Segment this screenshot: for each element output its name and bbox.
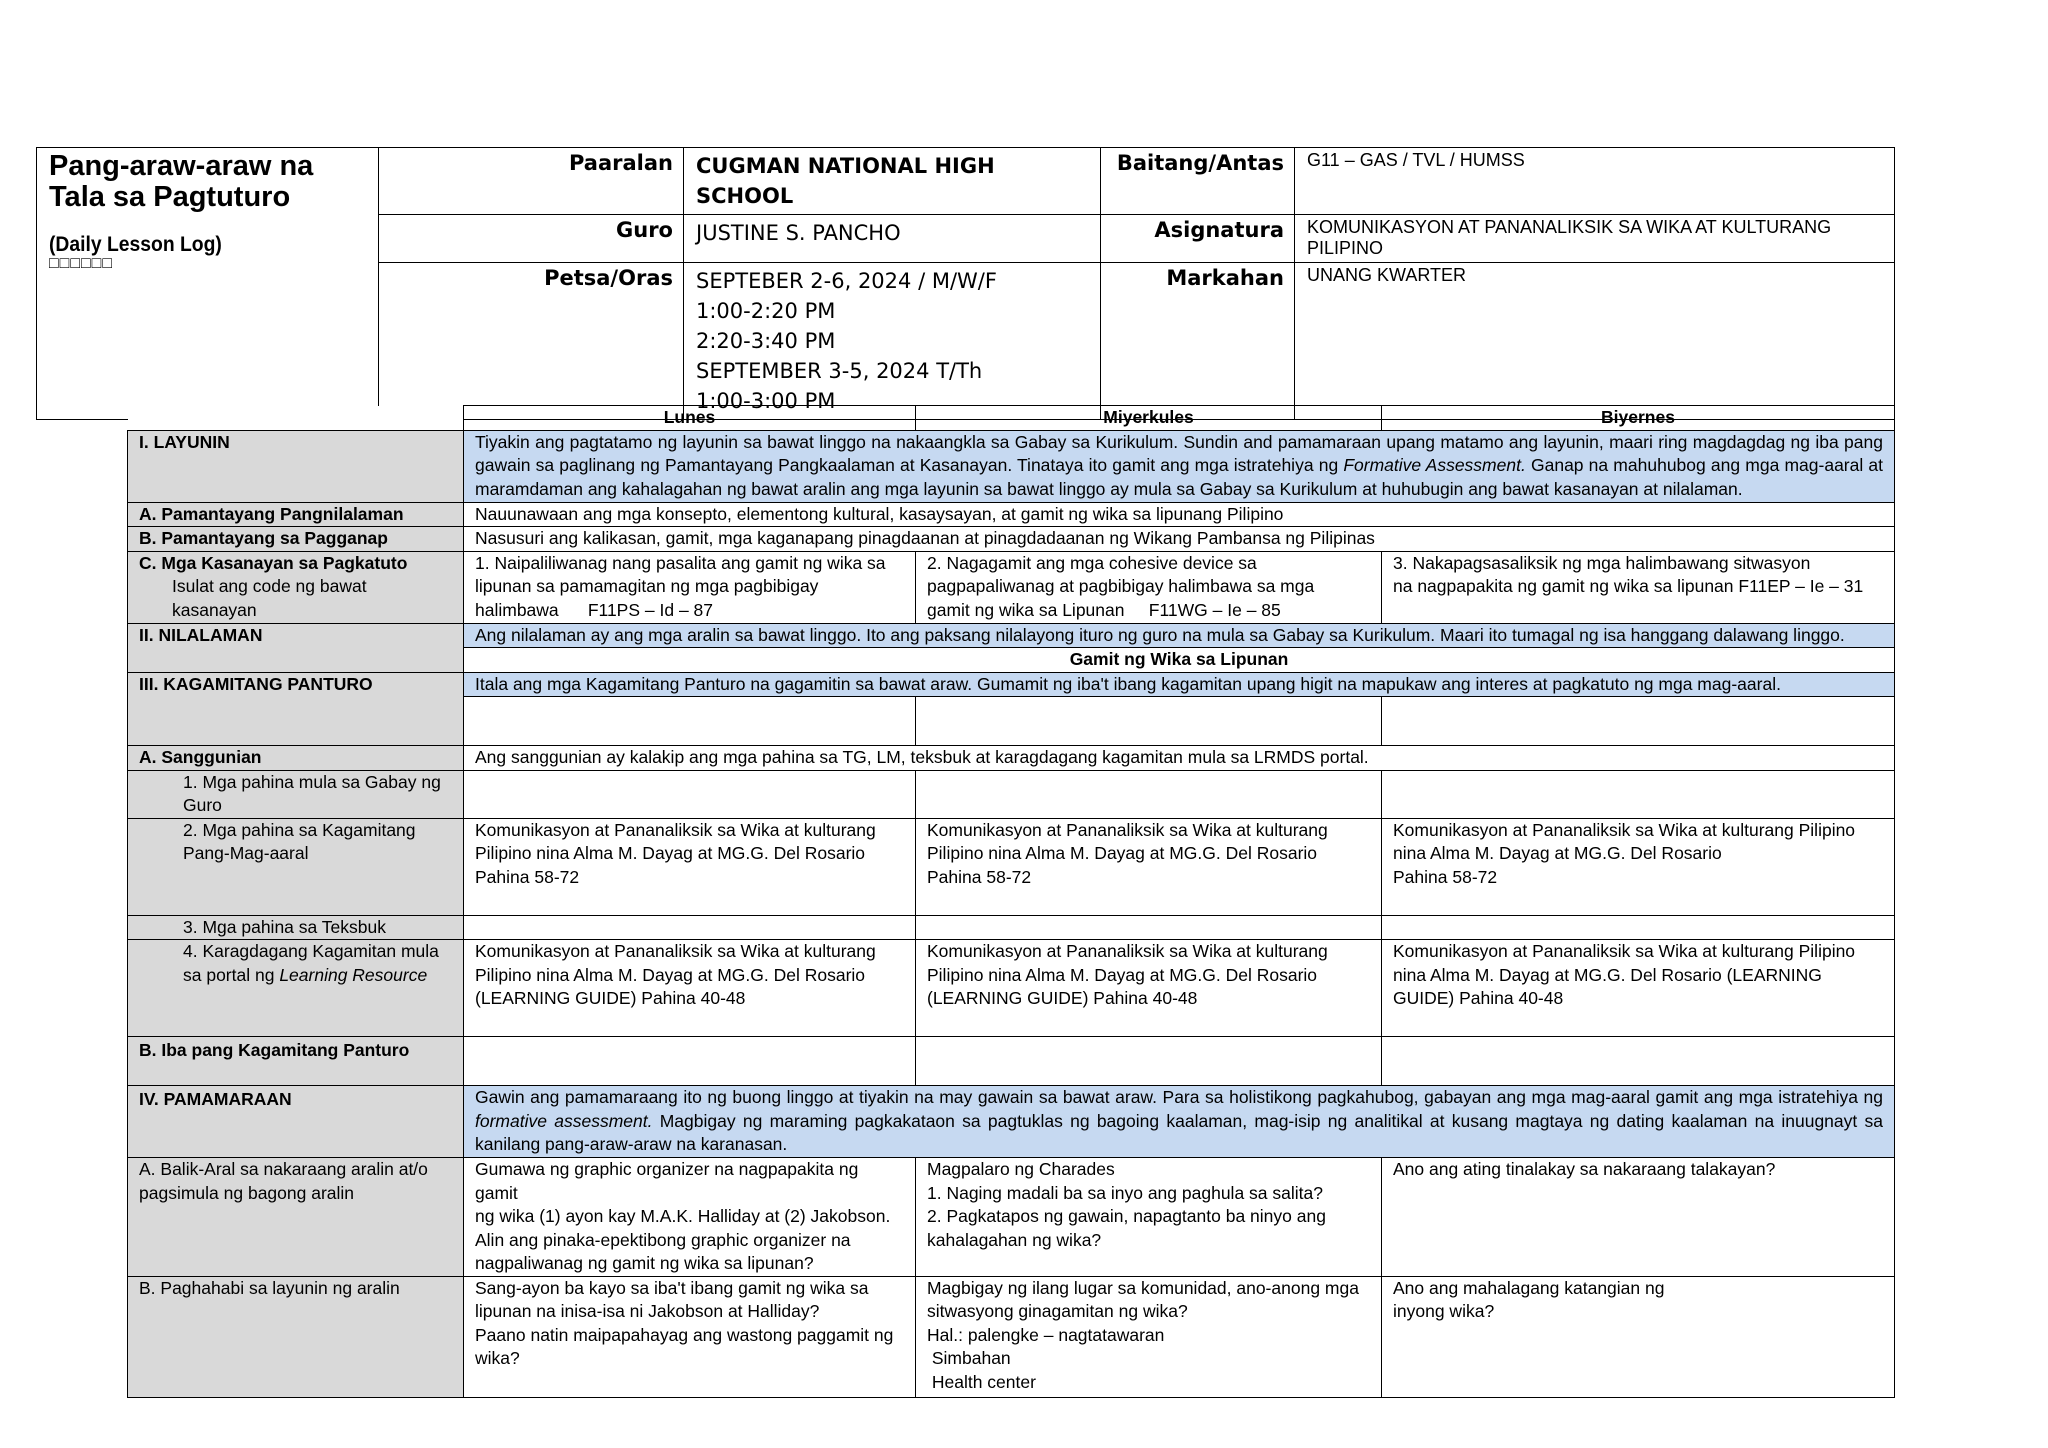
petsa-line-1: SEPTEBER 2-6, 2024 / M/W/F: [696, 269, 997, 293]
kagamitang-biyernes-line: Pahina 58-72: [1393, 866, 1498, 887]
guro-value: JUSTINE S. PANCHO: [684, 215, 1101, 263]
asignatura-line-2: PILIPINO: [1307, 238, 1384, 258]
karagdagan-biyernes-line: GUIDE) Pahina 40-48: [1393, 988, 1564, 1008]
layunin-label: I. LAYUNIN: [128, 430, 464, 502]
paghahabi-label: B. Paghahabi sa layunin ng aralin: [128, 1276, 464, 1397]
petsa-value: [684, 263, 1101, 420]
kagamitang-lunes: [464, 818, 916, 915]
paaralan-label: Paaralan: [379, 148, 684, 215]
karagdagan-lunes: [464, 940, 916, 1037]
paghahabi-lunes-line: wika?: [475, 1348, 520, 1368]
kasanayan-lunes-line: lipunan sa pamamagitan ng mga pagbibigay: [475, 576, 819, 596]
kagamitan-miyerkules: [916, 697, 1382, 746]
kagamitang-pang-mag-aaral-label: [128, 818, 464, 915]
kagamitang-biyernes-line: nina Alma M. Dayag at MG.G. Del Rosario: [1393, 843, 1722, 863]
pamantayang-pagganap-label: B. Pamantayang sa Pagganap: [128, 527, 464, 552]
pamantayang-pangnilalaman-text: Nauunawaan ang mga konsepto, elementong kultural, kasaysayan, at gamit ng wika sa lipunang Pilipino: [464, 502, 1895, 527]
kagamitang-lunes-line: Pahina 58-72: [475, 866, 580, 887]
kasanayan-biyernes: [1382, 551, 1895, 623]
paaralan-value: CUGMAN NATIONAL HIGH SCHOOL: [684, 148, 1101, 215]
nilalaman-topic: Gamit ng Wika sa Lipunan: [464, 648, 1895, 673]
gabay-guro-label-line: 1. Mga pahina mula sa Gabay ng: [183, 771, 441, 792]
pamamaraan-label: IV. PAMAMARAAN: [128, 1086, 464, 1158]
title-line-1: Pang-araw-araw na: [49, 150, 314, 182]
pamantayang-pagganap-text: Nasusuri ang kalikasan, gamit, mga kaganapang pinagdaanan at pinagdadaanan ng Wikang Pambansa ng Pilipinas: [464, 527, 1895, 552]
balik-aral-lunes: [464, 1158, 916, 1277]
title-line-2: Tala sa Pagtuturo: [49, 181, 291, 213]
petsa-line-5: 1:00-3:00 PM: [696, 389, 836, 413]
kasanayan-lunes-line: 1. Naipaliliwanag nang pasalita ang gamit ng wika sa: [475, 552, 886, 573]
balik-aral-miyerkules-line: kahalagahan ng wika?: [927, 1229, 1102, 1250]
kasanayan-sub-1: Isulat ang code ng bawat: [172, 576, 367, 596]
karagdagan-label-line: [139, 964, 452, 988]
kasanayan-sub-2: kasanayan: [172, 599, 257, 620]
karagdagan-label-b: sa portal ng: [183, 964, 280, 985]
header-table: [36, 147, 1895, 420]
layunin-text-b: Ganap na mahuhubog ang mga mag-aaral at maramdaman ang kahalagahan ng bawat aralin ang mga layunin sa bawat linggo ay mula sa Gabay sa Kurikulum at huhubugin ang bawat kasanayan at nilalaman.: [475, 455, 1883, 499]
balik-aral-biyernes: [1382, 1158, 1895, 1277]
balik-aral-miyerkules: [916, 1158, 1382, 1277]
kasanayan-label: [128, 551, 464, 623]
petsa-line-4: SEPTEMBER 3-5, 2024 T/Th: [696, 359, 983, 383]
layunin-text: [464, 430, 1895, 502]
kasanayan-lunes: [464, 551, 916, 623]
gabay-guro-label-line: Guro: [183, 795, 222, 815]
kagamitang-miyerkules-line: Komunikasyon at Pananaliksik sa Wika at kulturang: [927, 819, 1328, 840]
balik-aral-lunes-line: Gumawa ng graphic organizer na nagpapakita ng gamit: [475, 1159, 859, 1203]
placeholder-boxes: □□□□□□: [49, 255, 113, 272]
markahan-value: UNANG KWARTER: [1295, 263, 1895, 420]
kasanayan-biyernes-line: na nagpapakita ng gamit ng wika sa lipunan F11EP – Ie – 31: [1393, 576, 1864, 596]
kagamitan-text: Itala ang mga Kagamitang Panturo na gagamitin sa bawat araw. Gumamit ng iba't ibang kagamitan upang higit na mapukaw ang interes at pagkatuto ng mga mag-aaral.: [464, 672, 1895, 697]
title-cell: [37, 148, 379, 420]
gabay-lunes: [464, 770, 916, 818]
kagamitan-label: III. KAGAMITANG PANTURO: [128, 672, 464, 746]
kagamitang-lunes-line: Komunikasyon at Pananaliksik sa Wika at kulturang: [475, 819, 876, 840]
kasanayan-miyerkules: [916, 551, 1382, 623]
pamamaraan-text-b: Magbigay ng maraming pagkakataon sa pagtuklas ng bagoing kaalaman, mag-isip ng analitikal at kusang magtaya ng dating kaalaman na inuugnayt sa kanilang pang-araw-araw na karanasan.: [475, 1110, 1884, 1154]
paghahabi-lunes-line: Paano natin maipapahayag ang wastong paggamit ng: [475, 1324, 894, 1345]
baitang-value: G11 – GAS / TVL / HUMSS: [1295, 148, 1895, 215]
nilalaman-text: Ang nilalaman ay ang mga aralin sa bawat linggo. Ito ang paksang nilalayong ituro ng guro na mula sa Gabay sa Kurikulum. Maari ito tumagal ng isa hanggang dalawang linggo.: [464, 623, 1895, 648]
paghahabi-biyernes-line: inyong wika?: [1393, 1301, 1495, 1321]
nilalaman-label: II. NILALAMAN: [128, 623, 464, 672]
karagdagan-miyerkules-line: Pilipino nina Alma M. Dayag at MG.G. Del Rosario: [927, 964, 1318, 985]
pamamaraan-text-italic: formative assessment.: [475, 1110, 653, 1131]
balik-aral-label-line: pagsimula ng bagong aralin: [139, 1182, 355, 1203]
paghahabi-lunes-line: lipunan na inisa-isa ni Jakobson at Halliday?: [475, 1301, 820, 1321]
iba-pang-miyerkules: [916, 1037, 1382, 1086]
karagdagan-lunes-line: (LEARNING GUIDE) Pahina 40-48: [475, 988, 746, 1008]
gabay-miyerkules: [916, 770, 1382, 818]
paghahabi-miyerkules: [916, 1276, 1382, 1397]
kasanayan-miyerkules-line: pagpapaliwanag at pagbibigay halimbawa sa mga: [927, 576, 1315, 596]
kasanayan-miyerkules-line: gamit ng wika sa Lipunan F11WG – Ie – 85: [927, 599, 1281, 620]
kagamitang-lunes-line: Pilipino nina Alma M. Dayag at MG.G. Del Rosario: [475, 843, 866, 863]
layunin-text-italic: Formative Assessment.: [1343, 455, 1526, 475]
kagamitan-lunes: [464, 697, 916, 746]
teksbuk-miyerkules: [916, 915, 1382, 940]
kagamitang-biyernes: [1382, 818, 1895, 915]
kagamitang-miyerkules: [916, 818, 1382, 915]
teksbuk-label: [128, 915, 464, 940]
balik-aral-miyerkules-line: Magpalaro ng Charades: [927, 1159, 1115, 1179]
teksbuk-label-text: 3. Mga pahina sa Teksbuk: [183, 916, 387, 937]
balik-aral-lunes-line: ng wika (1) ayon kay M.A.K. Halliday at (2) Jakobson.: [475, 1206, 891, 1226]
kasanayan-biyernes-line: 3. Nakapagsasaliksik ng mga halimbawang sitwasyon: [1393, 552, 1811, 573]
balik-aral-lunes-line: nagpaliwanag ng gamit ng wika sa lipunan?: [475, 1253, 814, 1273]
balik-aral-label-line: A. Balik-Aral sa nakaraang aralin at/o: [139, 1159, 428, 1179]
paghahabi-miyerkules-line: Magbigay ng ilang lugar sa komunidad, ano-anong mga: [927, 1277, 1359, 1298]
kagamitan-biyernes: [1382, 697, 1895, 746]
karagdagan-biyernes: [1382, 940, 1895, 1037]
balik-aral-miyerkules-line: 2. Pagkatapos ng gawain, napagtanto ba ninyo ang: [927, 1206, 1326, 1226]
subtitle: (Daily Lesson Log): [49, 233, 222, 256]
balik-aral-biyernes-line: Ano ang ating tinalakay sa nakaraang talakayan?: [1393, 1159, 1776, 1179]
guro-label: Guro: [379, 215, 684, 263]
karagdagan-biyernes-line: Komunikasyon at Pananaliksik sa Wika at kulturang Pilipino: [1393, 941, 1856, 961]
karagdagan-lunes-line: Komunikasyon at Pananaliksik sa Wika at kulturang: [475, 941, 876, 961]
iba-pang-biyernes: [1382, 1037, 1895, 1086]
karagdagang-kagamitan-label: [128, 940, 464, 1037]
asignatura-value: [1295, 215, 1895, 263]
paghahabi-lunes: [464, 1276, 916, 1397]
pamamaraan-text: [464, 1086, 1895, 1158]
balik-aral-miyerkules-line: 1. Naging madali ba sa inyo ang paghula sa salita?: [927, 1182, 1323, 1203]
petsa-line-2: 1:00-2:20 PM: [696, 299, 836, 323]
lesson-table: [127, 405, 1895, 1398]
asignatura-line-1: KOMUNIKASYON AT PANANALIKSIK SA WIKA AT KULTURANG: [1307, 217, 1832, 237]
karagdagan-miyerkules: [916, 940, 1382, 1037]
teksbuk-lunes: [464, 915, 916, 940]
karagdagan-label-italic: Learning Resource: [279, 964, 428, 985]
sanggunian-text: Ang sanggunian ay kalakip ang mga pahina sa TG, LM, teksbuk at karagdagang kagamitan mula sa LRMDS portal.: [464, 746, 1895, 771]
corner-blank: [128, 406, 464, 431]
paghahabi-miyerkules-line: sitwasyong ginagamitan ng wika?: [927, 1301, 1188, 1321]
karagdagan-miyerkules-line: (LEARNING GUIDE) Pahina 40-48: [927, 988, 1198, 1008]
day-biyernes: Biyernes: [1382, 406, 1895, 431]
kasanayan-label-text: C. Mga Kasanayan sa Pagkatuto: [139, 552, 408, 573]
kagamitang-label-line: 2. Mga pahina sa Kagamitang: [183, 819, 416, 840]
baitang-label: Baitang/Antas: [1101, 148, 1295, 215]
kagamitang-label-line: Pang-Mag-aaral: [183, 843, 309, 863]
paghahabi-biyernes-line: Ano ang mahalagang katangian ng: [1393, 1277, 1665, 1298]
gabay-biyernes: [1382, 770, 1895, 818]
iba-pang-kagamitan-text: B. Iba pang Kagamitang Panturo: [139, 1040, 410, 1060]
teksbuk-biyernes: [1382, 915, 1895, 940]
kagamitang-miyerkules-line: Pilipino nina Alma M. Dayag at MG.G. Del Rosario: [927, 843, 1318, 863]
iba-pang-lunes: [464, 1037, 916, 1086]
day-lunes: Lunes: [464, 406, 916, 431]
petsa-label: Petsa/Oras: [379, 263, 684, 420]
balik-aral-label: [128, 1158, 464, 1277]
paghahabi-miyerkules-line: Health center: [927, 1371, 1036, 1392]
paghahabi-miyerkules-line: Hal.: palengke – nagtatawaran: [927, 1324, 1165, 1345]
sanggunian-label: A. Sanggunian: [128, 746, 464, 771]
iba-pang-kagamitan-label: [128, 1037, 464, 1086]
kasanayan-lunes-line: halimbawa F11PS – Id – 87: [475, 599, 714, 620]
paghahabi-biyernes: [1382, 1276, 1895, 1397]
pamantayang-pangnilalaman-label: A. Pamantayang Pangnilalaman: [128, 502, 464, 527]
gabay-guro-label: [128, 770, 464, 818]
balik-aral-lunes-line: Alin ang pinaka-epektibong graphic organizer na: [475, 1229, 851, 1250]
asignatura-label: Asignatura: [1101, 215, 1295, 263]
paghahabi-miyerkules-line: Simbahan: [927, 1348, 1011, 1368]
karagdagan-miyerkules-line: Komunikasyon at Pananaliksik sa Wika at kulturang: [927, 941, 1328, 961]
karagdagan-biyernes-line: nina Alma M. Dayag at MG.G. Del Rosario (LEARNING: [1393, 964, 1822, 985]
paghahabi-lunes-line: Sang-ayon ba kayo sa iba't ibang gamit ng wika sa: [475, 1277, 869, 1298]
pamamaraan-text-a: Gawin ang pamamaraang ito ng buong linggo at tiyakin na may gawain sa bawat araw. Para sa holistikong pagkahubog, gabayan ang mga mag-aaral gamit ang mga istratehiya ng: [475, 1087, 1883, 1107]
markahan-label: Markahan: [1101, 263, 1295, 420]
karagdagan-lunes-line: Pilipino nina Alma M. Dayag at MG.G. Del Rosario: [475, 964, 866, 985]
kagamitang-biyernes-line: Komunikasyon at Pananaliksik sa Wika at kulturang Pilipino: [1393, 819, 1856, 840]
karagdagan-label-line: 4. Karagdagang Kagamitan mula: [183, 941, 439, 961]
kagamitang-miyerkules-line: Pahina 58-72: [927, 866, 1032, 887]
day-miyerkules: Miyerkules: [916, 406, 1382, 431]
petsa-line-3: 2:20-3:40 PM: [696, 329, 836, 353]
layunin-text-a: Tiyakin ang pagtatamo ng layunin sa bawat linggo na nakaangkla sa Gabay sa Kurikulum. Sundin and pamamaraan upang matamo ang layunin, maari ring magdagdag ng iba pang gawain sa paglinang ng Pamantayang Pangkaalaman at Kasanayan. Tinataya ito gamit ang mga istratehiya ng: [475, 431, 1883, 475]
kasanayan-miyerkules-line: 2. Nagagamit ang mga cohesive device sa: [927, 552, 1257, 573]
